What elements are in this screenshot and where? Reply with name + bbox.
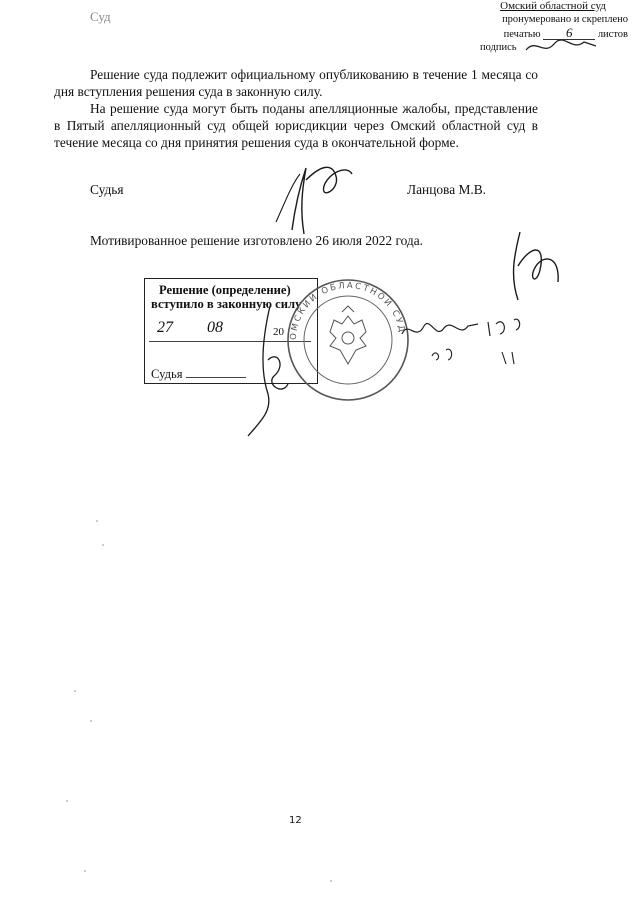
judge-name: Ланцова М.В. — [407, 182, 487, 197]
corner-signature-scribble — [522, 36, 602, 58]
header-fragment: Суд — [90, 9, 111, 24]
eagle-emblem-icon — [330, 306, 366, 364]
page-number: 12 — [289, 815, 302, 826]
scan-speck — [90, 720, 92, 722]
corner-line-signature: подпись — [480, 42, 517, 53]
stamp-date-day: 27 — [157, 319, 173, 336]
scan-speck — [66, 800, 68, 802]
stamp-date-year-prefix: 20 — [273, 326, 284, 338]
stamp-title-line1: Решение (определение) — [159, 283, 291, 297]
svg-text:ОМСКИЙ ОБЛАСТНОЙ СУД — [289, 281, 407, 340]
appeal-paragraph: На решение суда могут быть поданы апелляционные жалобы, представление в Пятый апелляционный суд общей юрисдикции через Омский областной суд в течение месяца со дня принятия решения суда в окончательной форме. — [54, 101, 538, 150]
corner-court-name: Омский областной суд — [500, 0, 606, 12]
stamp-title-line2: вступило в законную силу — [151, 297, 302, 311]
judge-signature — [262, 160, 372, 240]
registrar-signature — [500, 226, 570, 306]
stamp-judge-row: Судья — [151, 367, 246, 381]
scan-speck — [74, 690, 76, 692]
publication-paragraph: Решение суда подлежит официальному опубликованию в течение 1 месяца со дня вступления решения суда в законную силу. — [54, 67, 538, 99]
corner-line-sealed: печатью 6 листов — [503, 25, 628, 40]
scan-speck — [102, 544, 104, 546]
scan-speck — [96, 520, 98, 522]
stamp-date-month: 08 — [207, 319, 223, 336]
judge-label: Судья — [90, 182, 124, 197]
stamp-signature — [232, 300, 302, 440]
scan-speck — [84, 870, 86, 872]
court-round-seal — [284, 276, 412, 404]
scan-speck — [330, 880, 332, 882]
seal-text: ОМСКИЙ ОБЛАСТНОЙ СУД — [288, 280, 407, 341]
handwritten-clerk-note — [396, 312, 556, 372]
motivated-decision-note: Мотивированное решение изготовлено 26 июля 2022 года. — [90, 233, 424, 248]
corner-line-numbered: пронумеровано и скреплено — [502, 14, 628, 25]
